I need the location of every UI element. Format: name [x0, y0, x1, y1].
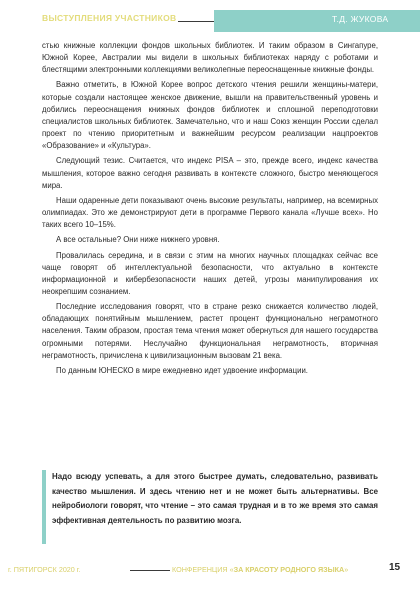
highlight-quote [42, 470, 378, 544]
paragraph: По данным ЮНЕСКО в мире ежедневно идет удвоение информации. [56, 365, 308, 375]
conference-prefix: КОНФЕРЕНЦИЯ « [172, 565, 234, 574]
footer-location: г. ПЯТИГОРСК 2020 г. [8, 565, 81, 574]
author-bar [214, 10, 420, 32]
paragraph: стью книжные коллекции фондов школьных библиотек. И таким образом в Сингапуре, Южной Корее, Австралии мы видели в школьных библиотеках наряду с роботами и блестящими электронными коллекциями великолепные переоснащенные книжные фонды. [42, 41, 378, 75]
page-number: 15 [389, 562, 401, 573]
article-body [42, 40, 378, 377]
paragraph: А все остальные? Они ниже нижнего уровня. [56, 235, 220, 245]
footer-divider [130, 570, 170, 571]
quote-bar [42, 470, 46, 544]
header-divider [178, 21, 214, 22]
author-name: Т.Д. ЖУКОВА [332, 14, 389, 24]
quote-text: Надо всюду успевать, а для этого быстрее думать, следовательно, развивать качество мышления. И здесь чтению нет и не может быть альтернативы. Все нейробиологи говорят, что чтение – это самая трудная и в то же время это самая эффективная деятельность по развитию мозга. [52, 472, 378, 525]
paragraph: Провалилась середина, и в связи с этим на многих научных площадках сейчас все чаще говорят об интеллектуальной безопасности, что актуально в контексте информационной и кибербезопасности наших детей, угрозы манипулирования их неокрепшим сознанием. [42, 250, 378, 296]
paragraph: Последние исследования говорят, что в стране резко снижается количество людей, обладающих понятийным мышлением, растет процент функционально неграмотного населения. Таким образом, простая тема чтения может обернуться для нашего государства огромными потерями. Неслучайно функциональная неграмотность, вторичная неграмотность, причислена к цивилизационным вызовам 21 века. [42, 302, 378, 360]
paragraph: Следующий тезис. Считается, что индекс PISA – это, прежде всего, индекс качества мышления, которое важно сегодня развивать в контексте сложного, быстро меняющегося мира. [42, 156, 378, 190]
section-title: ВЫСТУПЛЕНИЯ УЧАСТНИКОВ [42, 13, 177, 23]
conference-suffix: » [344, 565, 349, 574]
paragraph: Важно отметить, в Южной Корее вопрос детского чтения решили женщины-матери, которые создали настоящее женское движение, вышли на правительственный уровень и добились переоснащения книжных фондов библиотек и сплошной переподготовки специалистов школьных библиотек. Замечательно, что и наш Союз женщин России сделал проект по чтению приоритетным и важнейшим ресурсом реализации нацпроектов «Образование» и «Культура». [42, 80, 378, 151]
page-header [0, 10, 420, 32]
paragraph: Наши одаренные дети показывают очень высокие результаты, например, на всемирных олимпиадах. Это же демонстрируют дети в программе Первого канала «Лучше всех». Но таких всего 10–15%. [42, 195, 378, 230]
page-footer [0, 562, 420, 578]
footer-conference [172, 565, 348, 574]
conference-name: ЗА КРАСОТУ РОДНОГО ЯЗЫКА [233, 565, 345, 574]
